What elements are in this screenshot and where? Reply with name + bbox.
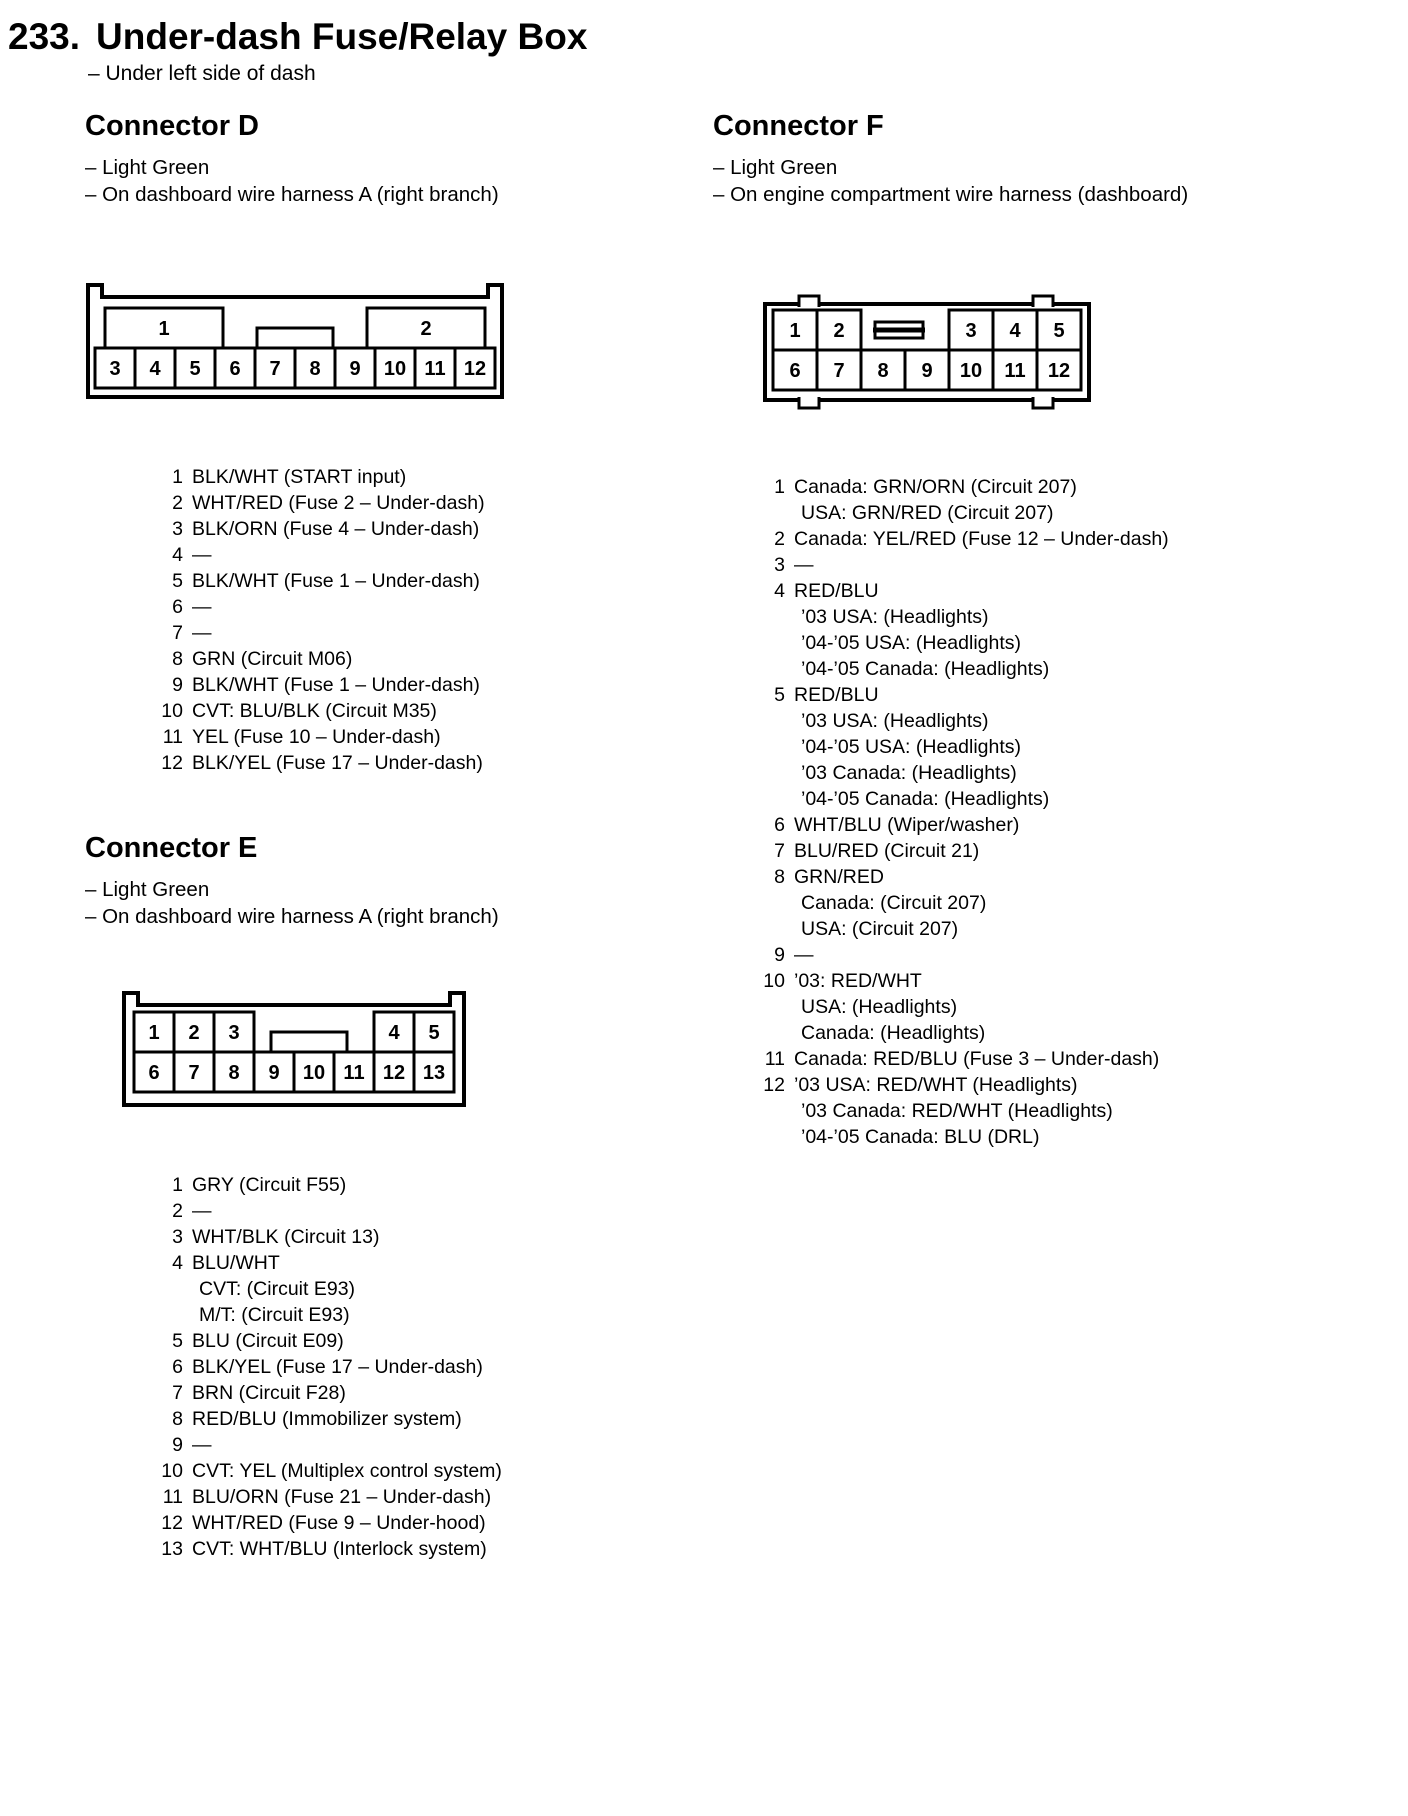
pin-number: 8 <box>172 648 183 670</box>
pin-description <box>192 1328 344 1354</box>
pin-cell-label-8: 8 <box>877 360 889 382</box>
pin-description <box>794 578 1049 682</box>
pin-cell-label-7: 7 <box>833 360 845 382</box>
pin-row-2 <box>759 526 1403 552</box>
pin-row-10 <box>157 1458 685 1484</box>
pin-number: 1 <box>172 1174 183 1196</box>
connector-d-diagram <box>85 282 685 400</box>
pin-description <box>192 724 441 750</box>
pin-cell-label-12: 12 <box>382 1062 406 1084</box>
pin-cell-label-2: 2 <box>188 1022 200 1044</box>
pin-number: 4 <box>172 1252 183 1274</box>
pin-main-line: BLU/WHT <box>192 1252 280 1274</box>
pin-description <box>192 1354 483 1380</box>
pin-description <box>794 1046 1159 1072</box>
pin-sub-line: USA: (Headlights) <box>801 996 958 1018</box>
pin-description <box>192 568 480 594</box>
connector-d-section <box>85 110 685 776</box>
pin-description <box>192 464 406 490</box>
pin-main-line: Canada: RED/BLU (Fuse 3 – Under-dash) <box>794 1048 1160 1070</box>
pin-row-11 <box>157 1484 685 1510</box>
pin-number: 10 <box>161 700 183 722</box>
note-line: – Light Green <box>85 156 210 179</box>
pin-number: 2 <box>172 492 183 514</box>
pin-description <box>192 1198 212 1224</box>
pin-sub-line: ’03 Canada: (Headlights) <box>801 762 1017 784</box>
connector-f-outline <box>761 292 1093 412</box>
pin-row-9 <box>759 942 1403 968</box>
pin-description <box>192 1536 487 1562</box>
pin-number: 7 <box>774 840 785 862</box>
pin-row-7 <box>759 838 1403 864</box>
connector-d-pin-list <box>157 464 685 776</box>
pin-row-2 <box>157 490 685 516</box>
pin-number: 12 <box>161 752 183 774</box>
pin-cell-label-6: 6 <box>229 358 241 380</box>
pin-cell-label-4: 4 <box>388 1022 400 1044</box>
pin-cell-label-3: 3 <box>109 358 121 380</box>
page-title <box>8 16 587 58</box>
pin-number: 9 <box>774 944 785 966</box>
pin-main-line: GRY (Circuit F55) <box>192 1174 347 1196</box>
pin-main-line: CVT: BLU/BLK (Circuit M35) <box>192 700 437 722</box>
pin-description <box>794 526 1169 552</box>
pin-row-6 <box>157 594 685 620</box>
pin-row-10 <box>759 968 1403 1046</box>
pin-row-10 <box>157 698 685 724</box>
pin-cell-label-3: 3 <box>965 320 977 342</box>
pin-main-line: ’03: RED/WHT <box>794 970 922 992</box>
pin-number: 2 <box>774 528 785 550</box>
pin-cell-label-4: 4 <box>1009 320 1021 342</box>
pin-main-line: GRN (Circuit M06) <box>192 648 353 670</box>
connector-e-pin-list <box>157 1172 685 1562</box>
pin-description <box>192 1458 502 1484</box>
pin-number: 4 <box>172 544 183 566</box>
pin-main-line: BLK/YEL (Fuse 17 – Under-dash) <box>192 1356 483 1378</box>
pin-main-line: BLK/WHT (START input) <box>192 466 407 488</box>
pin-description <box>192 1484 491 1510</box>
pin-number: 8 <box>774 866 785 888</box>
pin-number: 2 <box>172 1200 183 1222</box>
pin-row-2 <box>157 1198 685 1224</box>
pin-main-line: GRN/RED <box>794 866 884 888</box>
pin-main-line: BLU/RED (Circuit 21) <box>794 840 980 862</box>
pin-cell-label-6: 6 <box>148 1062 160 1084</box>
pin-main-line: — <box>794 944 814 966</box>
pin-description <box>192 672 480 698</box>
note-line: – On dashboard wire harness A (right branch) <box>85 905 499 928</box>
pin-cell-label-2: 2 <box>833 320 845 342</box>
pin-row-4 <box>157 542 685 568</box>
pin-description <box>192 620 212 646</box>
connector-d-heading: Connector D <box>85 110 259 142</box>
pin-main-line: CVT: WHT/BLU (Interlock system) <box>192 1538 487 1560</box>
pin-description <box>192 1172 346 1198</box>
pin-cell-label-13: 13 <box>422 1062 446 1084</box>
pin-main-line: RED/BLU <box>794 684 879 706</box>
pin-row-3 <box>759 552 1403 578</box>
pin-main-line: ’03 USA: RED/WHT (Headlights) <box>794 1074 1078 1096</box>
pin-cell-label-8: 8 <box>309 358 321 380</box>
pin-description <box>192 594 212 620</box>
pin-row-1 <box>157 1172 685 1198</box>
pin-cell-label-2: 2 <box>420 318 432 340</box>
pin-row-9 <box>157 672 685 698</box>
pin-sub-line: ’03 Canada: RED/WHT (Headlights) <box>801 1100 1113 1122</box>
pin-main-line: Canada: GRN/ORN (Circuit 207) <box>794 476 1077 498</box>
pin-number: 5 <box>774 684 785 706</box>
pin-cell-label-6: 6 <box>789 360 801 382</box>
pin-number: 5 <box>172 570 183 592</box>
pin-cell-label-1: 1 <box>789 320 801 342</box>
pin-row-3 <box>157 516 685 542</box>
pin-number: 11 <box>764 1048 785 1070</box>
connector-d-notes <box>85 154 685 208</box>
pin-cell-label-11: 11 <box>1004 360 1026 382</box>
pin-sub-line: ’04-’05 USA: (Headlights) <box>801 632 1022 654</box>
pin-row-7 <box>157 1380 685 1406</box>
pin-main-line: RED/BLU (Immobilizer system) <box>192 1408 462 1430</box>
pin-cell-label-12: 12 <box>463 358 487 380</box>
pin-cell-label-7: 7 <box>188 1062 200 1084</box>
pin-sub-line: USA: GRN/RED (Circuit 207) <box>801 502 1054 524</box>
pin-cell-label-10: 10 <box>383 358 407 380</box>
pin-row-1 <box>157 464 685 490</box>
pin-row-1 <box>759 474 1403 526</box>
pin-row-12 <box>759 1072 1403 1150</box>
pin-description <box>192 1224 379 1250</box>
pin-cell-label-10: 10 <box>959 360 983 382</box>
pin-number: 6 <box>172 1356 183 1378</box>
connector-f-notes <box>713 154 1403 208</box>
pin-main-line: WHT/BLK (Circuit 13) <box>192 1226 380 1248</box>
pin-cell-label-4: 4 <box>149 358 161 380</box>
pin-main-line: BLU/ORN (Fuse 21 – Under-dash) <box>192 1486 492 1508</box>
pin-main-line: RED/BLU <box>794 580 879 602</box>
pin-cell-label-10: 10 <box>302 1062 326 1084</box>
pin-sub-line: ’04-’05 Canada: BLU (DRL) <box>801 1126 1040 1148</box>
connector-d-outline <box>85 282 505 400</box>
pin-description <box>794 552 814 578</box>
pin-number: 3 <box>774 554 785 576</box>
pin-cell-label-8: 8 <box>228 1062 240 1084</box>
pin-description <box>794 968 985 1046</box>
pin-description <box>794 812 1019 838</box>
keyway-cell <box>257 328 333 348</box>
pin-row-4 <box>157 1250 685 1328</box>
pin-cell-label-1: 1 <box>148 1022 160 1044</box>
pin-sub-line: ’03 USA: (Headlights) <box>801 606 989 628</box>
pin-cell-label-1: 1 <box>158 318 170 340</box>
pin-description <box>794 1072 1113 1150</box>
pin-cell-label-9: 9 <box>268 1062 280 1084</box>
pin-sub-line: USA: (Circuit 207) <box>801 918 959 940</box>
pin-description <box>794 942 814 968</box>
pin-description <box>192 646 352 672</box>
pin-main-line: BRN (Circuit F28) <box>192 1382 346 1404</box>
pin-number: 4 <box>774 580 785 602</box>
pin-cell-label-12: 12 <box>1047 360 1071 382</box>
pin-number: 6 <box>774 814 785 836</box>
pin-main-line: BLK/YEL (Fuse 17 – Under-dash) <box>192 752 483 774</box>
pin-description <box>192 542 212 568</box>
pin-description <box>794 864 986 942</box>
connector-f-heading: Connector F <box>713 110 884 142</box>
keyway-cell <box>271 1032 347 1052</box>
pin-row-5 <box>759 682 1403 812</box>
pin-sub-line: Canada: (Headlights) <box>801 1022 986 1044</box>
pin-description <box>192 1250 355 1328</box>
connector-f-pin-list <box>759 474 1403 1150</box>
note-line: – Light Green <box>713 156 838 179</box>
pin-number: 12 <box>161 1512 183 1534</box>
pin-main-line: — <box>192 1200 212 1222</box>
pin-number: 3 <box>172 518 183 540</box>
pin-description <box>192 516 479 542</box>
pin-number: 7 <box>172 1382 183 1404</box>
pin-cell-label-9: 9 <box>921 360 933 382</box>
pin-row-13 <box>157 1536 685 1562</box>
note-line: – On dashboard wire harness A (right branch) <box>85 183 499 206</box>
pin-main-line: — <box>192 596 212 618</box>
pin-cell-label-11: 11 <box>424 358 446 380</box>
pin-number: 10 <box>763 970 785 992</box>
connector-f-diagram <box>761 292 1403 412</box>
pin-main-line: BLK/WHT (Fuse 1 – Under-dash) <box>192 570 480 592</box>
left-column <box>85 110 685 1562</box>
pin-main-line: — <box>794 554 814 576</box>
pin-row-8 <box>157 1406 685 1432</box>
connector-e-heading: Connector E <box>85 832 258 864</box>
pin-cell-label-9: 9 <box>349 358 361 380</box>
pin-number: 6 <box>172 596 183 618</box>
connector-e-section <box>85 832 685 1562</box>
pin-main-line: — <box>192 1434 212 1456</box>
pin-number: 8 <box>172 1408 183 1430</box>
pin-main-line: CVT: YEL (Multiplex control system) <box>192 1460 502 1482</box>
pin-description <box>192 750 483 776</box>
pin-description <box>192 1432 212 1458</box>
pin-row-8 <box>759 864 1403 942</box>
pin-description <box>192 1380 346 1406</box>
pin-number: 7 <box>172 622 183 644</box>
pin-number: 1 <box>172 466 183 488</box>
pin-row-8 <box>157 646 685 672</box>
pin-row-5 <box>157 568 685 594</box>
pin-description <box>192 698 437 724</box>
pin-sub-line: M/T: (Circuit E93) <box>199 1304 350 1326</box>
right-column <box>713 110 1403 1150</box>
pin-cell-label-7: 7 <box>269 358 281 380</box>
pin-number: 11 <box>162 726 183 748</box>
page-subtitle: – Under left side of dash <box>88 62 316 85</box>
pin-main-line: Canada: YEL/RED (Fuse 12 – Under-dash) <box>794 528 1169 550</box>
pin-description <box>192 1406 462 1432</box>
pin-row-12 <box>157 1510 685 1536</box>
pin-row-4 <box>759 578 1403 682</box>
pin-number: 5 <box>172 1330 183 1352</box>
pin-sub-line: ’04-’05 Canada: (Headlights) <box>801 658 1050 680</box>
pin-description <box>794 838 979 864</box>
pin-sub-line: CVT: (Circuit E93) <box>199 1278 356 1300</box>
pin-row-9 <box>157 1432 685 1458</box>
pin-description <box>794 682 1049 812</box>
pin-number: 1 <box>774 476 785 498</box>
pin-cell-label-11: 11 <box>343 1062 365 1084</box>
connector-e-diagram <box>121 990 685 1108</box>
pin-number: 10 <box>161 1460 183 1482</box>
pin-main-line: — <box>192 622 212 644</box>
pin-row-7 <box>157 620 685 646</box>
pin-row-6 <box>157 1354 685 1380</box>
connector-f-section <box>713 110 1403 1150</box>
pin-number: 13 <box>161 1538 183 1560</box>
pin-cell-label-5: 5 <box>1053 320 1065 342</box>
pin-main-line: YEL (Fuse 10 – Under-dash) <box>192 726 441 748</box>
pin-main-line: WHT/RED (Fuse 9 – Under-hood) <box>192 1512 486 1534</box>
section-number: 233. <box>8 16 81 57</box>
pin-cell-label-5: 5 <box>189 358 201 380</box>
pin-main-line: — <box>192 544 212 566</box>
pin-description <box>192 490 485 516</box>
pin-cell-label-3: 3 <box>228 1022 240 1044</box>
pin-sub-line: ’03 USA: (Headlights) <box>801 710 989 732</box>
connector-e-notes <box>85 876 685 930</box>
pin-main-line: WHT/BLU (Wiper/washer) <box>794 814 1020 836</box>
pin-main-line: BLU (Circuit E09) <box>192 1330 344 1352</box>
note-line: – On engine compartment wire harness (dashboard) <box>713 183 1189 206</box>
pin-main-line: BLK/WHT (Fuse 1 – Under-dash) <box>192 674 480 696</box>
pin-description <box>192 1510 486 1536</box>
pin-row-11 <box>759 1046 1403 1072</box>
pin-row-12 <box>157 750 685 776</box>
pin-number: 9 <box>172 674 183 696</box>
pin-cell-label-5: 5 <box>428 1022 440 1044</box>
section-title: Under-dash Fuse/Relay Box <box>96 16 588 57</box>
pin-row-3 <box>157 1224 685 1250</box>
pin-row-11 <box>157 724 685 750</box>
note-line: – Light Green <box>85 878 210 901</box>
pin-main-line: WHT/RED (Fuse 2 – Under-dash) <box>192 492 485 514</box>
pin-number: 11 <box>162 1486 183 1508</box>
pin-sub-line: Canada: (Circuit 207) <box>801 892 987 914</box>
pin-number: 3 <box>172 1226 183 1248</box>
pin-sub-line: ’04-’05 Canada: (Headlights) <box>801 788 1050 810</box>
pin-sub-line: ’04-’05 USA: (Headlights) <box>801 736 1022 758</box>
pin-row-6 <box>759 812 1403 838</box>
pin-row-5 <box>157 1328 685 1354</box>
pin-description <box>794 474 1077 526</box>
connector-e-outline <box>121 990 467 1108</box>
pin-number: 12 <box>763 1074 785 1096</box>
pin-main-line: BLK/ORN (Fuse 4 – Under-dash) <box>192 518 480 540</box>
pin-number: 9 <box>172 1434 183 1456</box>
